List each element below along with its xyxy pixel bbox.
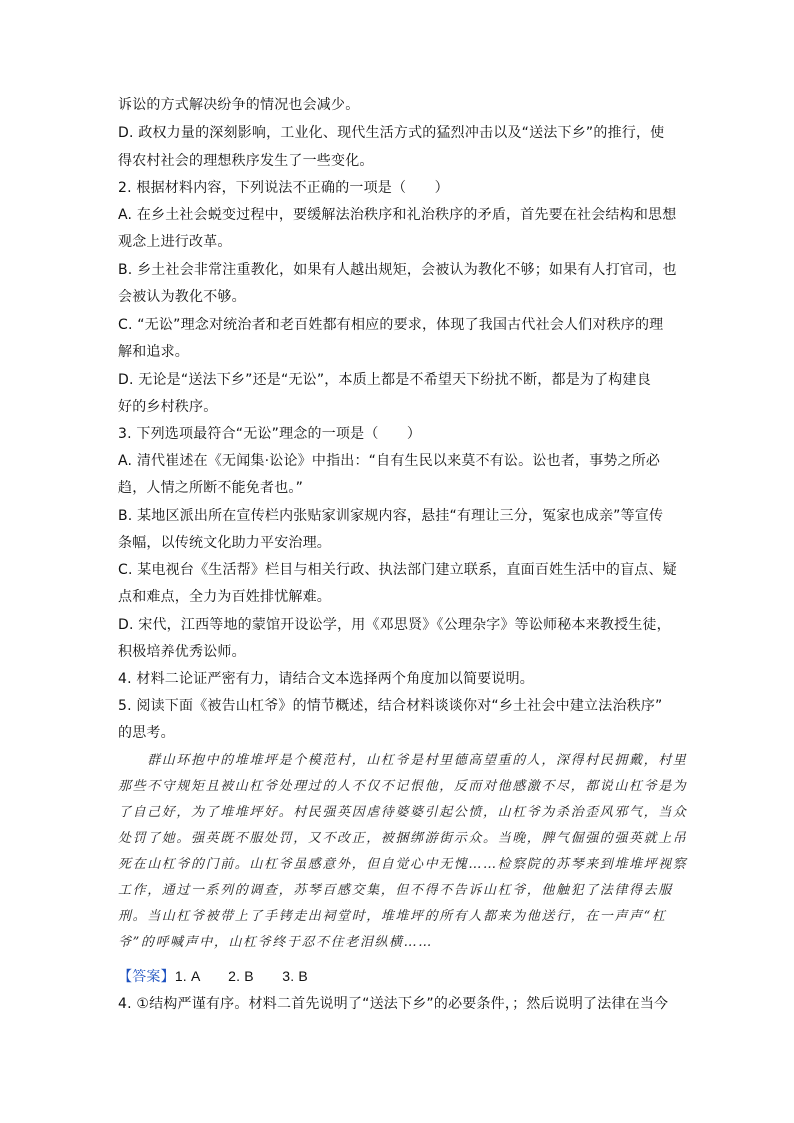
passage-line: 死在山杠爷的门前。山杠爷虽感意外，但自觉心中无愧……检察院的苏琴来到堆堆坪视察 xyxy=(118,857,688,872)
question-4: 4. 材料二论证严密有力，请结合文本选择两个角度加以简要说明。 xyxy=(118,671,535,687)
passage-line: 刑。当山杠爷被带上了手铐走出祠堂时，堆堆坪的所有人都来为他送行，在一声声“杠 xyxy=(118,909,667,924)
text-line: 诉讼的方式解决纷争的情况也会减少。 xyxy=(118,97,360,113)
answer-line xyxy=(118,967,678,986)
text-line: D. 无论是“送法下乡”还是“无讼”，本质上都是不希望天下纷扰不断，都是为了构建良 xyxy=(118,372,651,388)
text-line: A. 清代崔述在《无闻集·讼论》中指出：“自有生民以来莫不有讼。讼也者，事势之所必 xyxy=(118,453,661,469)
passage-line: 工作，通过一系列的调查，苏琴百感交集，但不得不告诉山杠爷，他触犯了法律得去服 xyxy=(118,883,673,898)
text-line: 解和追求。 xyxy=(118,344,189,360)
text-line: B. 乡土社会非常注重教化，如果有人越出规矩，会被认为教化不够；如果有人打官司，也 xyxy=(118,262,677,278)
text-line: 的思考。 xyxy=(118,725,175,741)
text-line: 得农村社会的理想秩序发生了一些变化。 xyxy=(118,153,374,169)
text-line: 积极培养优秀讼师。 xyxy=(118,644,246,660)
text-line: 观念上进行改革。 xyxy=(118,234,232,250)
question-5: 5. 阅读下面《被告山杠爷》的情节概述，结合材料谈谈你对“乡土社会中建立法治秩序” xyxy=(118,698,663,714)
answer-tag: 【答案】 xyxy=(118,969,175,985)
passage-line: 了自己好，为了堆堆坪好。村民强英因虐待婆婆引起公愤，山杠爷为杀治歪风邪气，当众 xyxy=(118,805,688,820)
answer-4-line: 4. ①结构严谨有序。材料二首先说明了“送法下乡”的必要条件，；然后说明了法律在当今 xyxy=(118,996,669,1012)
text-line: C. “无讼”理念对统治者和老百姓都有相应的要求，体现了我国古代社会人们对秩序的理 xyxy=(118,317,664,333)
passage-line: 处罚了她。强英既不服处罚，又不改正，被捆绑游街示众。当晚，脾气倔强的强英就上吊 xyxy=(118,831,688,846)
text-line: 好的乡村秩序。 xyxy=(118,399,218,415)
text-line: C. 某电视台《生活帮》栏目与相关行政、执法部门建立联系，直面百姓生活中的盲点、疑 xyxy=(118,562,677,578)
answer-items: 1. A 2. B 3. B xyxy=(174,968,308,984)
passage-line: 群山环抱中的堆堆坪是个模范村，山杠爷是村里德高望重的人，深得村民拥戴，村里 xyxy=(118,753,688,768)
text-line: B. 某地区派出所在宣传栏内张贴家训家规内容，悬挂“有理让三分，冤家也成亲”等宣传 xyxy=(118,508,664,524)
passage-line: 爷”的呼喊声中，山杠爷终于忍不住老泪纵横…… xyxy=(118,935,433,950)
text-line: 会被认为教化不够。 xyxy=(118,289,246,305)
question-3: 3. 下列选项最符合“无讼”理念的一项是（ ） xyxy=(118,426,422,442)
text-line: 趋，人情之所断不能免者也。” xyxy=(118,480,304,496)
question-2: 2. 根据材料内容，下列说法不正确的一项是（ ） xyxy=(118,180,449,196)
text-line: 点和难点，全力为百姓排忧解难。 xyxy=(118,589,331,605)
passage-line: 那些不守规矩且被山杠爷处理过的人不仅不记恨他，反而对他感激不尽，都说山杠爷是为 xyxy=(118,779,688,794)
text-line: D. 政权力量的深刻影响，工业化、现代生活方式的猛烈冲击以及“送法下乡”的推行，使 xyxy=(118,125,665,141)
text-line: A. 在乡土社会蜕变过程中，要缓解法治秩序和礼治秩序的矛盾，首先要在社会结构和思想 xyxy=(118,207,677,223)
text-line: 条幅，以传统文化助力平安治理。 xyxy=(118,535,331,551)
text-line: D. 宋代，江西等地的蒙馆开设讼学，用《邓思贤》《公理杂字》等讼师秘本来教授生徒， xyxy=(118,617,671,633)
